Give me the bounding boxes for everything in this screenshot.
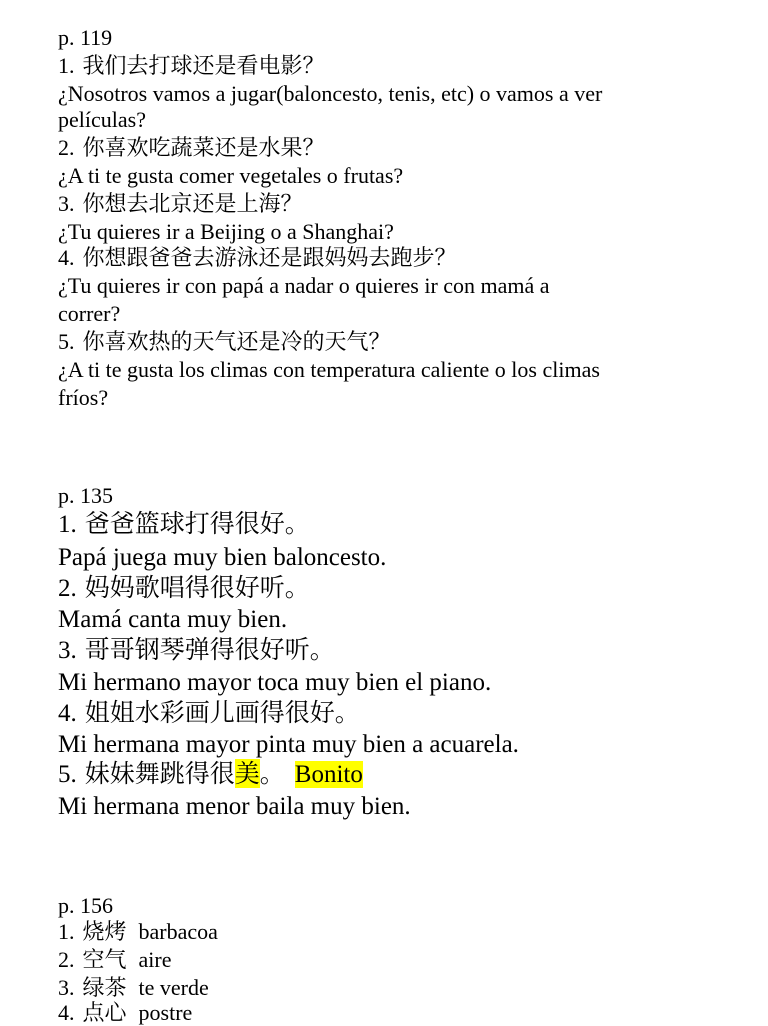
s1-item-4-es-line2: correr? <box>58 301 121 326</box>
s3-item-3: 3. 绿茶 te verde <box>58 975 209 1001</box>
s1-item-5-zh: 5. 你喜欢热的天气还是冷的天气？ <box>58 329 391 355</box>
s3-item-2: 2. 空气 aire <box>58 947 172 973</box>
s2-item-5-es: Mi hermana menor baila muy bien. <box>58 793 411 820</box>
section-header-p156: p. 156 <box>58 893 113 918</box>
s3-item-1: 1. 烧烤 barbacoa <box>58 919 218 945</box>
s2-item-1-es: Papá juega muy bien baloncesto. <box>58 544 387 571</box>
s1-item-1-zh: 1. 我们去打球还是看电影？ <box>58 53 325 79</box>
s2-item-3-es: Mi hermano mayor toca muy bien el piano. <box>58 669 492 696</box>
s3-item-4: 4. 点心 postre <box>58 1000 193 1026</box>
s1-item-5-es-line1: ¿A ti te gusta los climas con temperatura caliente o los climas <box>58 357 600 382</box>
s2-item-5-zh: 5. 妹妹舞跳得很美。 Bonito <box>58 759 363 788</box>
s2-item-4-zh: 4. 姐姐水彩画儿画得很好。 <box>58 698 360 727</box>
s1-item-4-zh: 4. 你想跟爸爸去游泳还是跟妈妈去跑步？ <box>58 245 457 271</box>
s1-item-5-es-line2: fríos? <box>58 385 109 410</box>
section-header-p119: p. 119 <box>58 25 113 50</box>
s1-item-2-zh: 2. 你喜欢吃蔬菜还是水果？ <box>58 135 325 161</box>
s1-item-4-es-line1: ¿Tu quieres ir con papá a nadar o quieres ir con mamá a <box>58 273 550 298</box>
s2-item-4-es: Mi hermana mayor pinta muy bien a acuarela. <box>58 731 519 758</box>
s1-item-3-zh: 3. 你想去北京还是上海？ <box>58 191 303 217</box>
highlighted-character: 美 <box>234 759 260 788</box>
highlighted-note: Bonito <box>294 761 363 788</box>
s2-item-3-zh: 3. 哥哥钢琴弹得很好听。 <box>58 635 335 664</box>
s2-item-1-zh: 1. 爸爸篮球打得很好。 <box>58 509 310 538</box>
s2-item-2-es: Mamá canta muy bien. <box>58 606 288 633</box>
section-header-p135: p. 135 <box>58 483 113 508</box>
s1-item-2-es: ¿A ti te gusta comer vegetales o frutas? <box>58 163 404 188</box>
s1-item-3-es: ¿Tu quieres ir a Beijing o a Shanghai? <box>58 219 394 244</box>
s1-item-1-es-line1: ¿Nosotros vamos a jugar(baloncesto, tenis, etc) o vamos a ver <box>58 81 603 106</box>
s1-item-1-es-line2: películas? <box>58 107 146 132</box>
s2-item-2-zh: 2. 妈妈歌唱得很好听。 <box>58 573 310 602</box>
